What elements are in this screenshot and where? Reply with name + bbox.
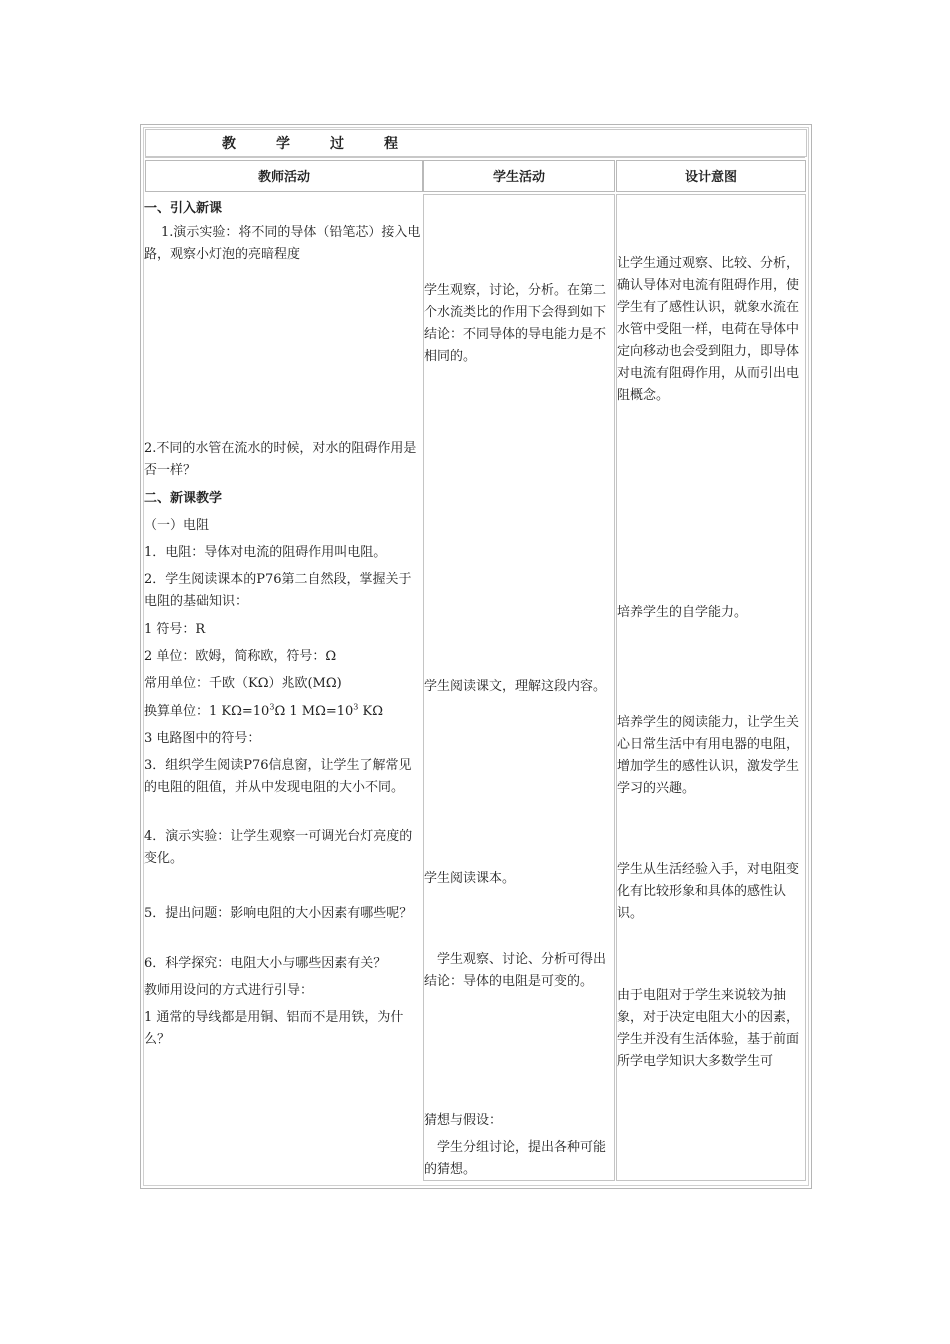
item-2e: 3 电路图中的符号： xyxy=(144,731,261,746)
section-intro-title: 一、引入新课 xyxy=(144,201,223,216)
conversion-exponent: 3 xyxy=(269,702,275,712)
design-intent-5: 由于电阻对于学生来说较为抽象，对于决定电阻大小的因素，学生并没有生活体验，基于前面所学电学知识大多数学生可 xyxy=(617,988,800,1069)
conversion-part: KΩ xyxy=(358,704,383,719)
item-4: 4．演示实验：让学生观察一可调光台灯亮度的变化。 xyxy=(144,829,413,866)
student-activity-4: 学生观察、讨论、分析可得出结论：导体的电阻是可变的。 xyxy=(424,952,607,989)
header-student: 学生活动 xyxy=(492,170,545,185)
design-intent-4: 学生从生活经验入手，对电阻变化有比较形象和具体的感性认识。 xyxy=(617,862,800,921)
design-intent-1: 让学生通过观察、比较、分析，确认导体对电流有阻碍作用，使学生有了感性认识，就象水流在水管中受阻一样，电荷在导体中定向移动也会受到阻力，即导体对电流有阻碍作用，从而引出电阻概念。 xyxy=(617,256,800,403)
design-intent-3: 培养学生的阅读能力，让学生关心日常生活中有用电器的电阻，增加学生的感性认识，激发学生学习的兴趣。 xyxy=(617,715,800,796)
student-activity-2: 学生阅读课文，理解这段内容。 xyxy=(424,679,607,694)
item-2: 2．学生阅读课本的P76第二自然段，掌握关于电阻的基础知识： xyxy=(144,572,412,609)
title-char: 过 xyxy=(330,136,344,152)
conversion-part: Ω 1 MΩ=10 xyxy=(274,704,354,719)
item-6a: 教师用设问的方式进行引导： xyxy=(144,983,314,998)
student-activity-6: 学生分组讨论，提出各种可能的猜想。 xyxy=(424,1140,607,1177)
title-char: 教 xyxy=(222,136,236,152)
item-6: 6．科学探究：电阻大小与哪些因素有关？ xyxy=(144,956,387,971)
design-intent-2: 培养学生的自学能力。 xyxy=(617,605,748,620)
item-1: 1．电阻：导体对电流的阻碍作用叫电阻。 xyxy=(144,545,387,560)
student-activity-1: 学生观察，讨论，分析。在第二个水流类比的作用下会得到如下结论：不同导体的导电能力是不相同的。 xyxy=(424,283,607,364)
title-char: 程 xyxy=(384,136,398,152)
item-2a: 1 符号：R xyxy=(144,622,206,637)
divider xyxy=(145,157,805,158)
intro-item-2: 2.不同的水管在流水的时候，对水的阻碍作用是否一样？ xyxy=(144,441,417,478)
section-new-title: 二、新课教学 xyxy=(144,491,223,506)
student-activity-5: 猜想与假设： xyxy=(424,1113,503,1128)
conversion-exponent: 3 xyxy=(353,702,359,712)
table-title xyxy=(222,133,438,153)
item-2b: 2 单位：欧姆，简称欧，符号：Ω xyxy=(144,649,337,664)
conversion-part: 换算单位：1 KΩ=10 xyxy=(144,704,270,719)
intro-item-1: 1.演示实验：将不同的导体（铅笔芯）接入电路，观察小灯泡的亮暗程度 xyxy=(144,225,421,262)
item-3: 3．组织学生阅读P76信息窗，让学生了解常见的电阻的阻值，并从中发现电阻的大小不同。 xyxy=(144,758,412,795)
header-design: 设计意图 xyxy=(684,170,737,185)
item-2d xyxy=(144,701,383,723)
subsection-resistance: （一）电阻 xyxy=(144,518,210,533)
student-activity-3: 学生阅读课本。 xyxy=(424,871,516,886)
header-teacher: 教师活动 xyxy=(257,170,310,185)
item-2c: 常用单位：千欧（KΩ）兆欧(MΩ) xyxy=(144,676,342,691)
item-6b: 1 通常的导线都是用铜、铝而不是用铁，为什么？ xyxy=(144,1010,404,1047)
title-char: 学 xyxy=(276,136,290,152)
item-5: 5．提出问题：影响电阻的大小因素有哪些呢？ xyxy=(144,906,413,921)
